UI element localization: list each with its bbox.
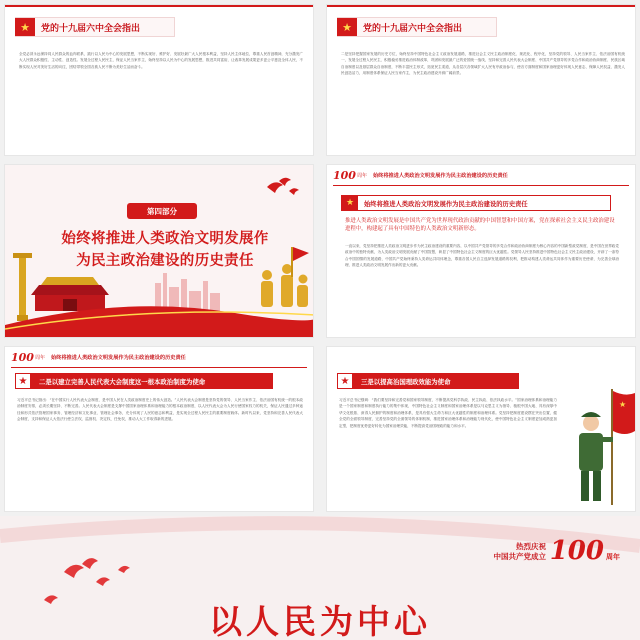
section-banner-text: 始终将推进人类政治文明发展作为民主政治建设的历史责任 (364, 200, 528, 208)
star-icon: ★ (15, 373, 31, 389)
slide-thumbnail-6[interactable] (326, 346, 636, 512)
section-banner (337, 373, 519, 389)
centenary-logo: 100 周年 (333, 168, 367, 182)
cover-title-line-2: 为民主政治建设的历史责任 (76, 253, 254, 269)
star-icon: ★ (337, 18, 357, 36)
dove-icon (267, 178, 299, 195)
slide-thumbnail-3-part-cover[interactable] (4, 164, 314, 338)
celebration-slogan (494, 542, 547, 562)
section-banner (15, 373, 273, 389)
part-label: 第四部分 (127, 203, 197, 219)
slogan-line-1: 热烈庆祝 (516, 542, 546, 551)
section-banner-text: 三是以提高治国理政效能为使命 (361, 377, 451, 386)
highlight-text: 推进人类政治文明发展是中国共产党为世界现代政治贡献的中国智慧和中国方案，党在探索社会主义民主政治建设进程中，构建起了具有中国特色的人类政治文明新形态。 (345, 218, 615, 232)
section-title: 党的十九届六中全会指出 (363, 23, 463, 34)
section-header (15, 17, 175, 37)
section-title: 党的十九届六中全会指出 (41, 23, 141, 34)
top-divider (327, 5, 635, 7)
slide-body-text: 一直以来，党坚持把推进人类政治文明进步作为民主政治建设的重要内容，以中国共产党领导的多党合作和政治协商制度为核心内容的中国新型政党制度，是中国在世界政党政治中的独特贡献，为人类政治文明发展贡献了中国智慧，彰显了中国特色社会主义制度的巨大优越性。党领导人民坚持推进中国特色社会主义民主政治建设，开辟了一条符合中国国情的发展道路，中国共产党始终秉持人类命运共同体理念，尊重各国人民自主选择发展道路的权利，把推动构建人类命运共同体作为重要历史使命，为完善全球治理、推进人类政治文明发展作出新的更大贡献。 (345, 244, 619, 268)
section-header (337, 17, 497, 37)
tiananmen-icon (31, 277, 109, 311)
star-icon: ★ (15, 18, 35, 36)
slide-thumbnail-2[interactable] (326, 4, 636, 156)
slide-body-text: 习近平总书记指出：“在中国实行人民代表大会制度，是中国人民在人类政治制度史上的伟大创造。”人民代表大会制度是坚持党的领导、人民当家作主、依法治国有机统一的根本政治制度安排，必须长期坚持、不断完善。人民代表大会制度是支撑中国国家治理体系和治理能力的根本政治制度，以人民代表大会为人民行使国家权力的机关，保证人民通过多种途径和形式依法管理国家事务、管理经济和文化事业、管理社会事务，充分体现了人民的意志和利益，是实现全过程人民民主的重要制度载体。新时代以来，党坚持和完善人民代表大会制度，支持和保证人大依法行使立法权、监督权、决定权、任免权，推动人大工作取得新的进展。 (17, 398, 303, 422)
header-divider (333, 185, 629, 186)
slogan-line-2: 中国共产党成立 (493, 552, 546, 561)
svg-text:★: ★ (619, 400, 627, 409)
star-icon: ★ (337, 373, 353, 389)
section-banner-text: 二是以建立完善人民代表大会制度这一根本政治制度为使命 (39, 377, 206, 386)
slide-thumbnail-1[interactable] (4, 4, 314, 156)
header-divider (11, 367, 307, 368)
closing-title: 以人民为中心 (209, 602, 431, 640)
centenary-logo: 100 周年 (549, 536, 620, 566)
centenary-logo: 100 周年 (11, 350, 45, 364)
slide-body-text: 全党必须永远保持同人民群众的血肉联系，践行以人民为中心的发展思想，不断实现好、维护好、发展好最广大人民根本利益，坚持人民主体地位，尊重人民首创精神，充分激发广大人民群众积极性、主动性、创造性。发展全过程人民民主，保证人民当家作主，始终坚持以人民为中心的发展思想，推进共同富裕，让改革发展成果更多更公平惠及全体人民，不断实现人民对美好生活的向往，团结带领全国各族人民不断为美好生活而奋斗。 (19, 52, 303, 69)
slide-thumbnail-7-closing[interactable] (0, 516, 640, 640)
slide-header-strip (327, 165, 635, 185)
slide-body-text: 二是坚持把握国家发展的历史方位，始终坚持中国特色社会主义政治发展道路，推进社会主义民主政治制度化、规范化、程序化，坚持党的领导、人民当家作主、依法治国有机统一，发展全过程人民民主，积极稳妥推进政治体制改革，巩固和发展最广泛的爱国统一战线，坚持和完善人民代表大会制度、中国共产党领导的多党合作和政治协商制度、民族区域自治制度以及基层群众自治制度，不断丰富民主形式，拓宽民主渠道，从各层次各领域扩大人民有序政治参与，使各方面制度和国家治理更好体现人民意志、保障人民权益、激发人民创造活力，用制度体系保证人民当家作主，为民主政治建设开辟广阔前景。 (341, 52, 625, 76)
section-banner (341, 195, 611, 211)
soldier-flag-icon (561, 387, 635, 507)
slide-body-text: 习近平总书记强调：“我们要坚持和完善党和国家领导制度，不断提高党科学执政、民主执政、依法执政水平。”国家治理体系和治理能力是一个国家制度和制度执行能力的集中体现，中国特色社会主义制度和国家治理体系是以马克思主义为指导、植根中国大地、具有深厚中华文化根基、深得人民拥护的制度和治理体系，是具有强大生命力和巨大优越性的制度和治理体系。党坚持把制度建设摆在突出位置，健全党的全面领导制度，完善坚持党的全面领导的体制机制，推进国家治理体系和治理能力现代化，使中国特色社会主义制度更加成熟更加定型，把制度优势更好转化为国家治理效能，不断提高党治国理政的能力和水平。 (339, 398, 557, 428)
slide-header-text: 始终将推进人类政治文明发展作为民主政治建设的历史责任 (50, 354, 186, 361)
top-divider (5, 5, 313, 7)
slide-thumbnail-5[interactable] (4, 346, 314, 512)
slide-header-strip (5, 347, 313, 367)
slide-header-text: 始终将推进人类政治文明发展作为民主政治建设的历史责任 (372, 172, 508, 179)
huabiao-pillar-icon (13, 253, 32, 321)
slide-thumbnail-4[interactable] (326, 164, 636, 338)
star-icon: ★ (342, 196, 358, 210)
cover-title-line-1: 始终将推进人类政治文明发展作 (61, 231, 269, 247)
